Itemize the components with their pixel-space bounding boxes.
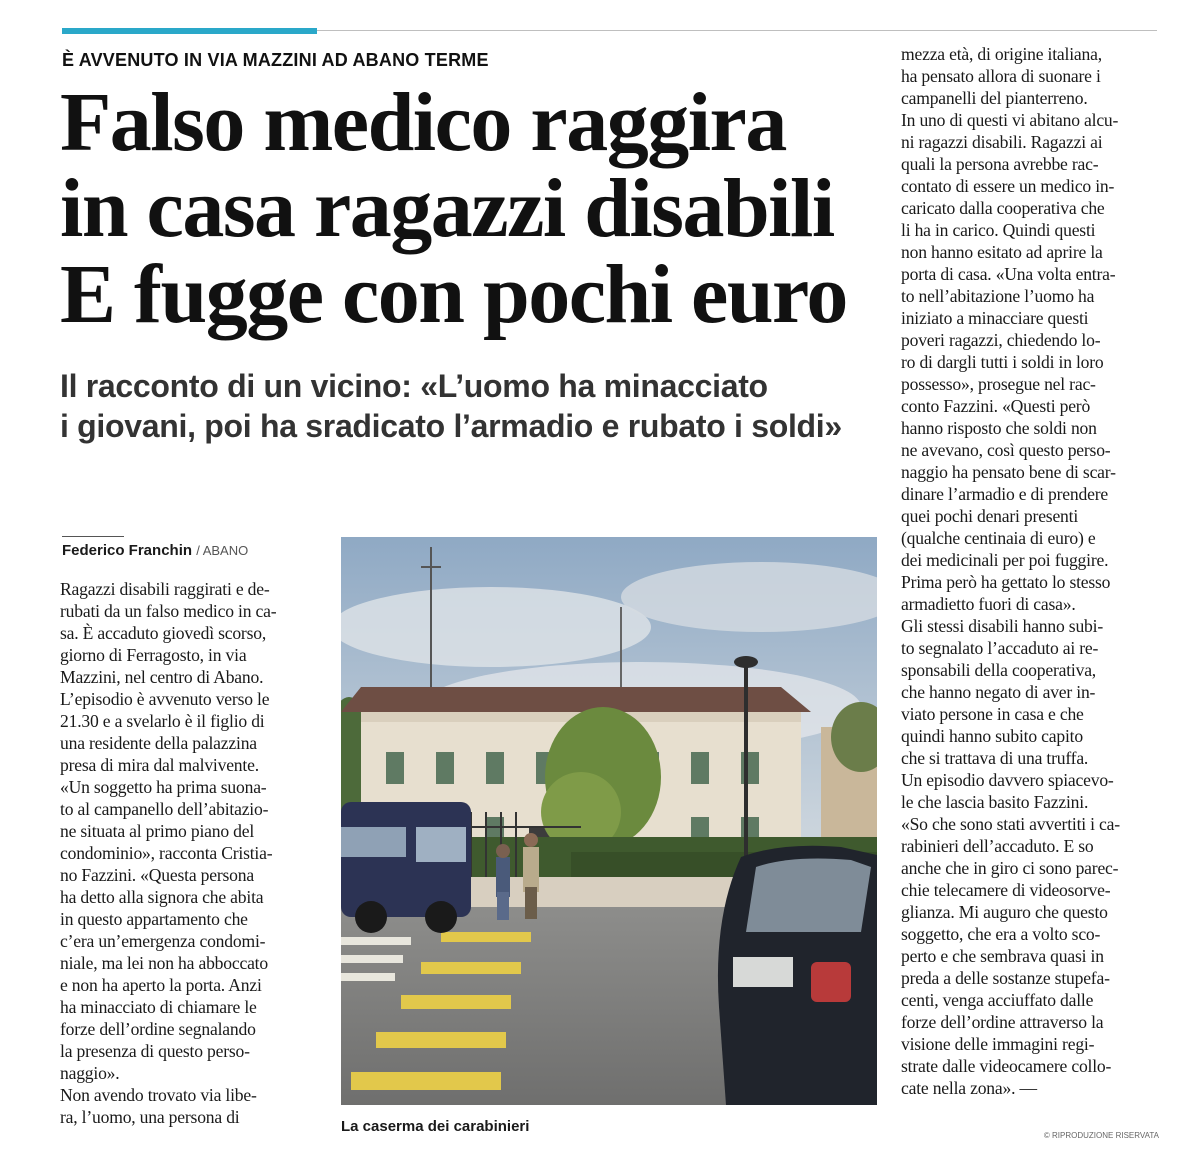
- headline-line: Falso medico raggira: [60, 76, 786, 169]
- text-line: Prima però ha gettato lo stesso: [901, 572, 1111, 592]
- text-line: cate nella zona». —: [901, 1078, 1037, 1098]
- text-line: rubati da un falso medico in ca-: [60, 601, 277, 621]
- text-line: contato di essere un medico in-: [901, 176, 1115, 196]
- text-line: ne avevano, così questo perso-: [901, 440, 1111, 460]
- copyright-notice: © RIPRODUZIONE RISERVATA: [1043, 1131, 1159, 1140]
- article-photo: [341, 537, 877, 1105]
- text-line: li ha in carico. Quindi questi: [901, 220, 1096, 240]
- article-column-right: [901, 43, 1159, 1099]
- text-line: ne situata al primo piano del: [60, 821, 255, 841]
- subheadline-line: i giovani, poi ha sradicato l’armadio e rubato i soldi»: [60, 408, 842, 444]
- text-line: naggio ha pensato bene di scar-: [901, 462, 1116, 482]
- text-line: che si trattava di una truffa.: [901, 748, 1089, 768]
- text-line: condominio», racconta Cristia-: [60, 843, 273, 863]
- byline-author: Federico Franchin: [62, 542, 193, 559]
- photo-illustration: [341, 537, 877, 1105]
- text-line: ra, l’uomo, una persona di: [60, 1107, 240, 1127]
- headline-line: E fugge con pochi euro: [60, 248, 847, 341]
- headline: [60, 76, 890, 341]
- kicker: È AVVENUTO IN VIA MAZZINI AD ABANO TERME: [62, 50, 489, 70]
- headline-line: in casa ragazzi disabili: [60, 162, 834, 255]
- text-line: forze dell’ordine segnalando: [60, 1019, 256, 1039]
- text-line: chie telecamere di videosorve-: [901, 880, 1111, 900]
- text-line: dinare l’armadio e di prendere: [901, 484, 1108, 504]
- text-line: conto Fazzini. «Questi però: [901, 396, 1091, 416]
- text-line: che hanno negato di aver in-: [901, 682, 1096, 702]
- text-line: Un episodio davvero spiacevo-: [901, 770, 1114, 790]
- text-line: Mazzini, nel centro di Abano.: [60, 667, 264, 687]
- text-line: forze dell’ordine attraverso la: [901, 1012, 1104, 1032]
- text-line: anche che in giro ci sono parec-: [901, 858, 1119, 878]
- text-line: non hanno esitato ad aprire la: [901, 242, 1103, 262]
- text-line: to nell’abitazione l’uomo ha: [901, 286, 1095, 306]
- text-line: la presenza di questo perso-: [60, 1041, 250, 1061]
- text-line: giorno di Ferragosto, in via: [60, 645, 247, 665]
- text-line: ni ragazzi disabili. Ragazzi ai: [901, 132, 1103, 152]
- text-line: ha minacciato di chiamare le: [60, 997, 257, 1017]
- text-line: c’era un’emergenza condomi-: [60, 931, 266, 951]
- text-line: armadietto fuori di casa».: [901, 594, 1076, 614]
- text-line: ha pensato allora di suonare i: [901, 66, 1101, 86]
- photo-caption: La caserma dei carabinieri: [341, 1118, 530, 1135]
- text-line: Ragazzi disabili raggirati e de-: [60, 579, 270, 599]
- byline-rule: [62, 536, 124, 537]
- text-line: preda a delle sostanze stupefa-: [901, 968, 1110, 988]
- text-line: centi, venga acciuffato dalle: [901, 990, 1094, 1010]
- text-line: L’episodio è avvenuto verso le: [60, 689, 270, 709]
- text-line: in questo appartamento che: [60, 909, 248, 929]
- text-line: In uno di questi vi abitano alcu-: [901, 110, 1119, 130]
- text-line: dei medicinali per poi fuggire.: [901, 550, 1109, 570]
- text-line: naggio».: [60, 1063, 120, 1083]
- text-line: Non avendo trovato via libe-: [60, 1085, 257, 1105]
- text-line: quindi hanno subito capito: [901, 726, 1083, 746]
- text-line: visione delle immagini regi-: [901, 1034, 1095, 1054]
- text-line: Gli stessi disabili hanno subi-: [901, 616, 1103, 636]
- text-line: no Fazzini. «Questa persona: [60, 865, 254, 885]
- byline-location: / ABANO: [196, 543, 249, 558]
- text-line: perto e che sembrava quasi in: [901, 946, 1104, 966]
- text-line: «So che sono stati avvertiti i ca-: [901, 814, 1120, 834]
- text-line: ha detto alla signora che abita: [60, 887, 264, 907]
- accent-bar: [62, 28, 317, 34]
- text-line: (qualche centinaia di euro) e: [901, 528, 1096, 548]
- text-line: e non ha aperto la porta. Anzi: [60, 975, 262, 995]
- text-line: ro di dargli tutti i soldi in loro: [901, 352, 1104, 372]
- text-line: 21.30 e a svelarlo è il figlio di: [60, 711, 265, 731]
- top-rule: [317, 30, 1157, 31]
- text-line: hanno risposto che soldi non: [901, 418, 1097, 438]
- text-line: soggetto, che era a volto sco-: [901, 924, 1101, 944]
- text-line: quali la persona avrebbe rac-: [901, 154, 1099, 174]
- text-line: viato persone in casa e che: [901, 704, 1084, 724]
- text-line: rabinieri dell’accaduto. E so: [901, 836, 1094, 856]
- text-line: presa di mira dal malvivente.: [60, 755, 259, 775]
- text-line: mezza età, di origine italiana,: [901, 44, 1102, 64]
- subheadline: [60, 366, 880, 446]
- text-line: glianza. Mi auguro che questo: [901, 902, 1108, 922]
- text-line: «Un soggetto ha prima suona-: [60, 777, 267, 797]
- subheadline-line: Il racconto di un vicino: «L’uomo ha minacciato: [60, 368, 768, 404]
- article-column-left: [60, 578, 318, 1128]
- text-line: to al campanello dell’abitazio-: [60, 799, 269, 819]
- text-line: sa. È accaduto giovedì scorso,: [60, 623, 267, 643]
- text-line: le che lascia basito Fazzini.: [901, 792, 1089, 812]
- text-line: caricato dalla cooperativa che: [901, 198, 1105, 218]
- text-line: possesso», prosegue nel rac-: [901, 374, 1096, 394]
- text-line: poveri ragazzi, chiedendo lo-: [901, 330, 1101, 350]
- text-line: iniziato a minacciare questi: [901, 308, 1089, 328]
- text-line: porta di casa. «Una volta entra-: [901, 264, 1116, 284]
- text-line: sponsabili della cooperativa,: [901, 660, 1096, 680]
- text-line: to segnalato l’accaduto ai re-: [901, 638, 1099, 658]
- text-line: una residente della palazzina: [60, 733, 257, 753]
- text-line: niale, ma lei non ha abboccato: [60, 953, 268, 973]
- byline: [62, 542, 248, 559]
- text-line: quei pochi denari presenti: [901, 506, 1079, 526]
- text-line: campanelli del pianterreno.: [901, 88, 1088, 108]
- text-line: strate dalle videocamere collo-: [901, 1056, 1112, 1076]
